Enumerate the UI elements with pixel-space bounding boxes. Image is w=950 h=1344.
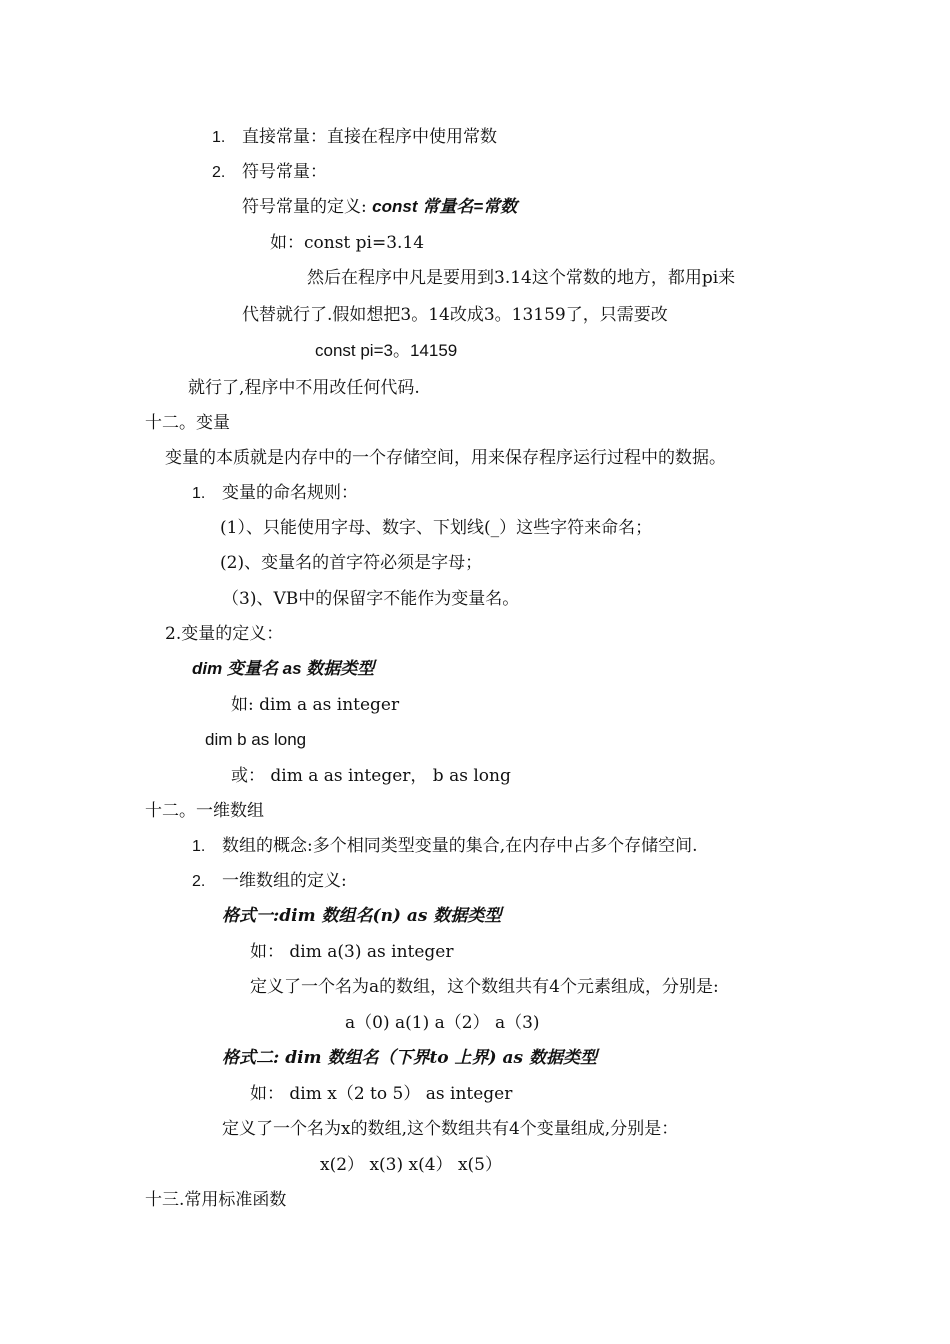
heading-text: 十二。一维数组: [145, 801, 264, 821]
line-text: 定义了一个名为a的数组，这个数组共有4个元素组成，分别是:: [250, 977, 719, 997]
text-line: [231, 765, 511, 787]
text-line: [250, 976, 719, 998]
line-text: 直接常量：直接在程序中使用常数: [242, 127, 497, 147]
list-number: 2.: [192, 873, 206, 890]
line-text: dim b as long: [205, 730, 307, 749]
text-line: [222, 1118, 678, 1140]
line-text: const pi=3。14159: [315, 341, 458, 360]
text-line: [220, 552, 482, 574]
line-text: 代替就行了.假如想把3。14改成3。13159了，只需要改: [242, 305, 668, 325]
syntax-bold: dim 变量名 as 数据类型: [192, 659, 375, 678]
line-text: 一维数组的定义:: [222, 871, 347, 891]
text-line: [222, 588, 519, 610]
line-text: 变量的本质就是内存中的一个存储空间，用来保存程序运行过程中的数据。: [165, 448, 726, 468]
line-text: 或： dim a as integer， b as long: [231, 766, 511, 786]
line-text: 数组的概念:多个相同类型变量的集合,在内存中占多个存储空间.: [222, 836, 698, 856]
list-item: [192, 870, 347, 893]
line-text: 符号常量的定义:: [242, 197, 373, 217]
text-line: [250, 941, 453, 963]
list-item: [192, 482, 358, 505]
section-heading: [145, 800, 264, 822]
section-heading: [145, 1189, 286, 1211]
text-line: [165, 623, 283, 645]
text-line: [205, 729, 306, 751]
line-text: 变量的命名规则：: [222, 483, 358, 503]
line-text: 就行了,程序中不用改任何代码.: [188, 378, 420, 398]
text-line: [231, 694, 399, 716]
syntax-line: [222, 905, 501, 927]
line-text: 如： dim x（2 to 5） as integer: [250, 1084, 513, 1104]
section-heading: [145, 412, 230, 434]
syntax-bold: const 常量名=常数: [372, 197, 518, 216]
text-line: [242, 304, 668, 326]
list-number: 2.: [212, 164, 226, 181]
text-line: [242, 196, 517, 218]
syntax-bold: 格式二: dim 数组名（下界to 上界) as 数据类型: [222, 1048, 598, 1068]
heading-text: 十三.常用标准函数: [145, 1190, 287, 1210]
text-line: [188, 377, 420, 399]
text-line: [315, 340, 457, 362]
list-item: [212, 126, 497, 149]
list-item: [212, 161, 327, 184]
list-item: [192, 835, 698, 858]
line-text: x(2） x(3) x(4） x(5）: [320, 1155, 502, 1175]
line-text: (1）、只能使用字母、数字、下划线(_）这些字符来命名；: [220, 518, 653, 538]
text-line: [307, 267, 735, 289]
text-line: [250, 1083, 512, 1105]
line-text: （3)、VB中的保留字不能作为变量名。: [222, 589, 520, 609]
text-line: [345, 1012, 540, 1034]
line-text: 如： dim a(3) as integer: [250, 942, 454, 962]
line-text: 如: dim a as integer: [231, 695, 400, 715]
syntax-line: [222, 1047, 597, 1069]
line-text: 然后在程序中凡是要用到3.14这个常数的地方，都用pi来: [307, 268, 736, 288]
line-text: 2.变量的定义：: [165, 624, 284, 644]
line-text: (2)、变量名的首字符必须是字母；: [220, 553, 483, 573]
text-line: [270, 232, 424, 254]
list-number: 1.: [192, 485, 206, 502]
text-line: [220, 517, 652, 539]
line-text: 符号常量：: [242, 162, 327, 182]
line-text: a（0) a(1) a（2） a（3): [345, 1013, 540, 1033]
syntax-bold: 格式一:dim 数组名(n) as 数据类型: [222, 906, 502, 926]
syntax-line: [192, 658, 374, 680]
list-number: 1.: [212, 129, 226, 146]
list-number: 1.: [192, 838, 206, 855]
text-line: [320, 1154, 502, 1176]
line-text: 如：const pi=3.14: [270, 233, 425, 253]
text-line: [165, 447, 726, 469]
line-text: 定义了一个名为x的数组,这个数组共有4个变量组成,分别是：: [222, 1119, 679, 1139]
heading-text: 十二。变量: [145, 413, 230, 433]
